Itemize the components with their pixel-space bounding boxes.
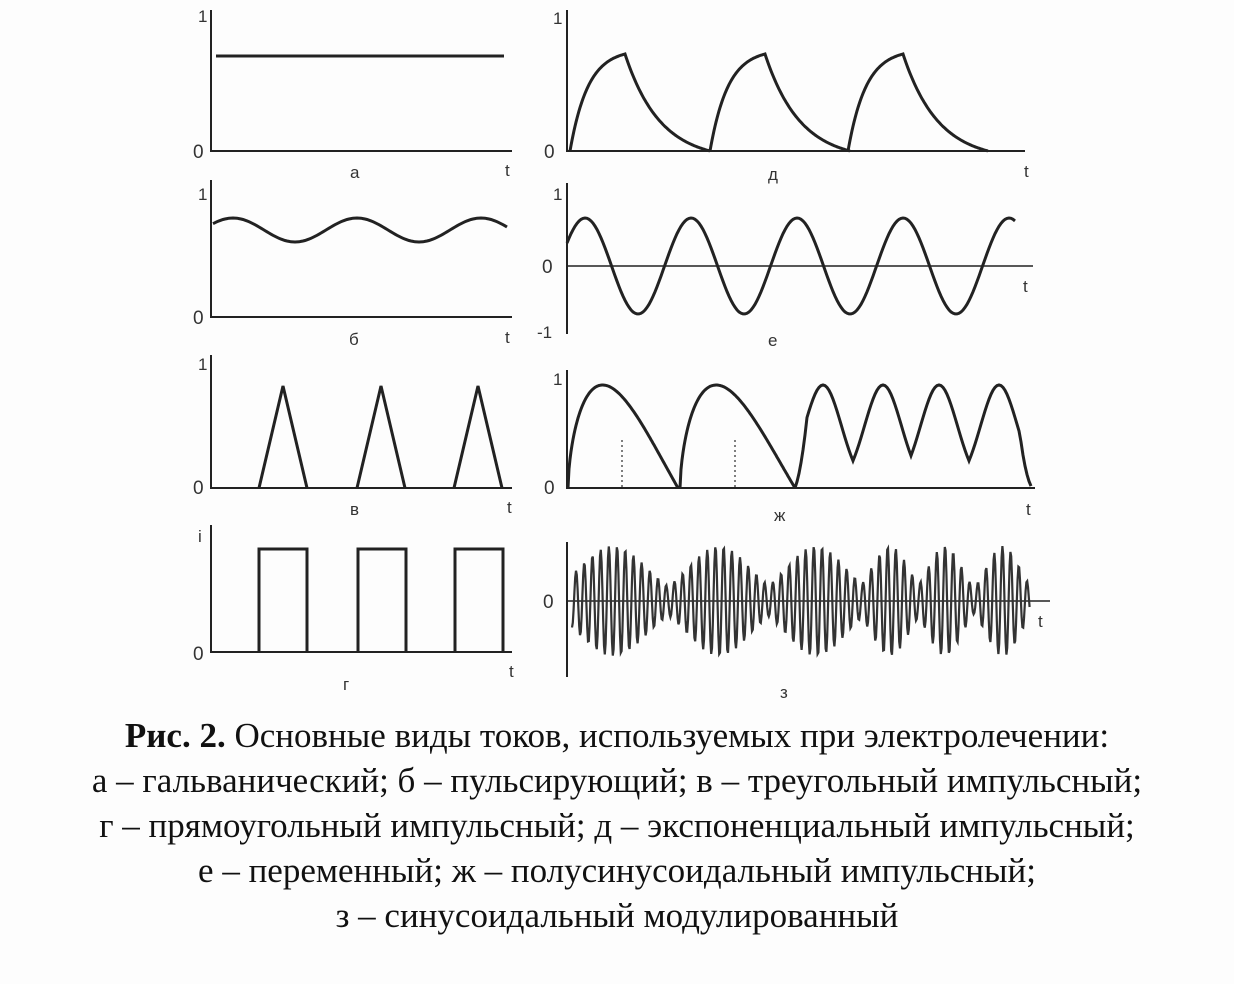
panel-e-y-min-label: -1	[537, 323, 553, 342]
caption-line-3: г – прямоугольный импульсный; д – экспоненциальный импульсный;	[99, 806, 1135, 845]
panel-e-x-label: t	[1023, 277, 1028, 296]
panel-e-letter: е	[768, 331, 778, 350]
panel-a-y-zero-label: 0	[193, 142, 204, 163]
panel-b-waveform	[213, 218, 507, 242]
panel-z-x-label: t	[1038, 612, 1043, 631]
panel-g-rectangular	[193, 525, 514, 694]
caption-line-1	[0, 713, 1234, 758]
panel-d-exponential	[544, 9, 1029, 184]
panel-a-x-label: t	[505, 161, 510, 180]
caption-line-4: е – переменный; ж – полусинусоидальный импульсный;	[198, 851, 1036, 890]
caption-line-5: з – синусоидальный модулированный	[335, 896, 899, 935]
panel-b-pulsating	[193, 180, 512, 349]
panel-d-y-max-label: 1	[553, 9, 563, 28]
panel-v-y-max-label: 1	[198, 355, 208, 374]
panel-d-y-zero-label: 0	[544, 142, 555, 163]
panel-e-y-zero-label: 0	[542, 257, 553, 278]
panel-zh-half-sine	[544, 370, 1035, 525]
panel-v-letter: в	[350, 500, 360, 519]
panel-g-y-zero-label: 0	[193, 644, 204, 665]
panel-v-x-label: t	[507, 498, 512, 517]
caption-title: Основные виды токов, используемых при электролечении:	[234, 716, 1110, 755]
panel-d-letter: д	[768, 165, 778, 184]
panel-e-y-max-label: 1	[553, 185, 563, 204]
panel-v-triangular	[193, 355, 512, 519]
panel-v-y-zero-label: 0	[193, 478, 204, 499]
panel-b-letter: б	[349, 330, 359, 349]
panel-b-y-max-label: 1	[198, 185, 208, 204]
panel-g-letter: г	[343, 675, 350, 694]
panel-z-modulated	[543, 542, 1050, 702]
panel-zh-waveform	[568, 385, 1031, 488]
panel-b-y-zero-label: 0	[193, 308, 204, 329]
figure-caption	[0, 713, 1234, 938]
panel-z-letter: з	[780, 683, 788, 702]
panel-d-waveform	[570, 54, 988, 151]
panel-zh-y-max-label: 1	[553, 370, 563, 389]
caption-line-2: а – гальванический; б – пульсирующий; в – треугольный импульсный;	[91, 761, 1143, 800]
panel-a-y-max-label: 1	[198, 7, 208, 26]
panel-a-letter: а	[350, 163, 360, 182]
panel-e-alternating	[537, 183, 1033, 350]
panel-v-waveform	[259, 386, 502, 488]
panel-g-y-max-label: i	[198, 527, 202, 546]
panel-zh-letter: ж	[774, 506, 786, 525]
panel-zh-dashed-markers	[622, 440, 735, 488]
panel-g-x-label: t	[509, 662, 514, 681]
panel-z-y-zero-label: 0	[543, 592, 554, 613]
panel-a-galvanic	[193, 7, 512, 182]
caption-label: Рис. 2.	[124, 716, 226, 755]
panel-zh-y-zero-label: 0	[544, 478, 555, 499]
panel-g-waveform	[259, 549, 503, 652]
panel-b-x-label: t	[505, 328, 510, 347]
panel-d-x-label: t	[1024, 162, 1029, 181]
panel-zh-x-label: t	[1026, 500, 1031, 519]
